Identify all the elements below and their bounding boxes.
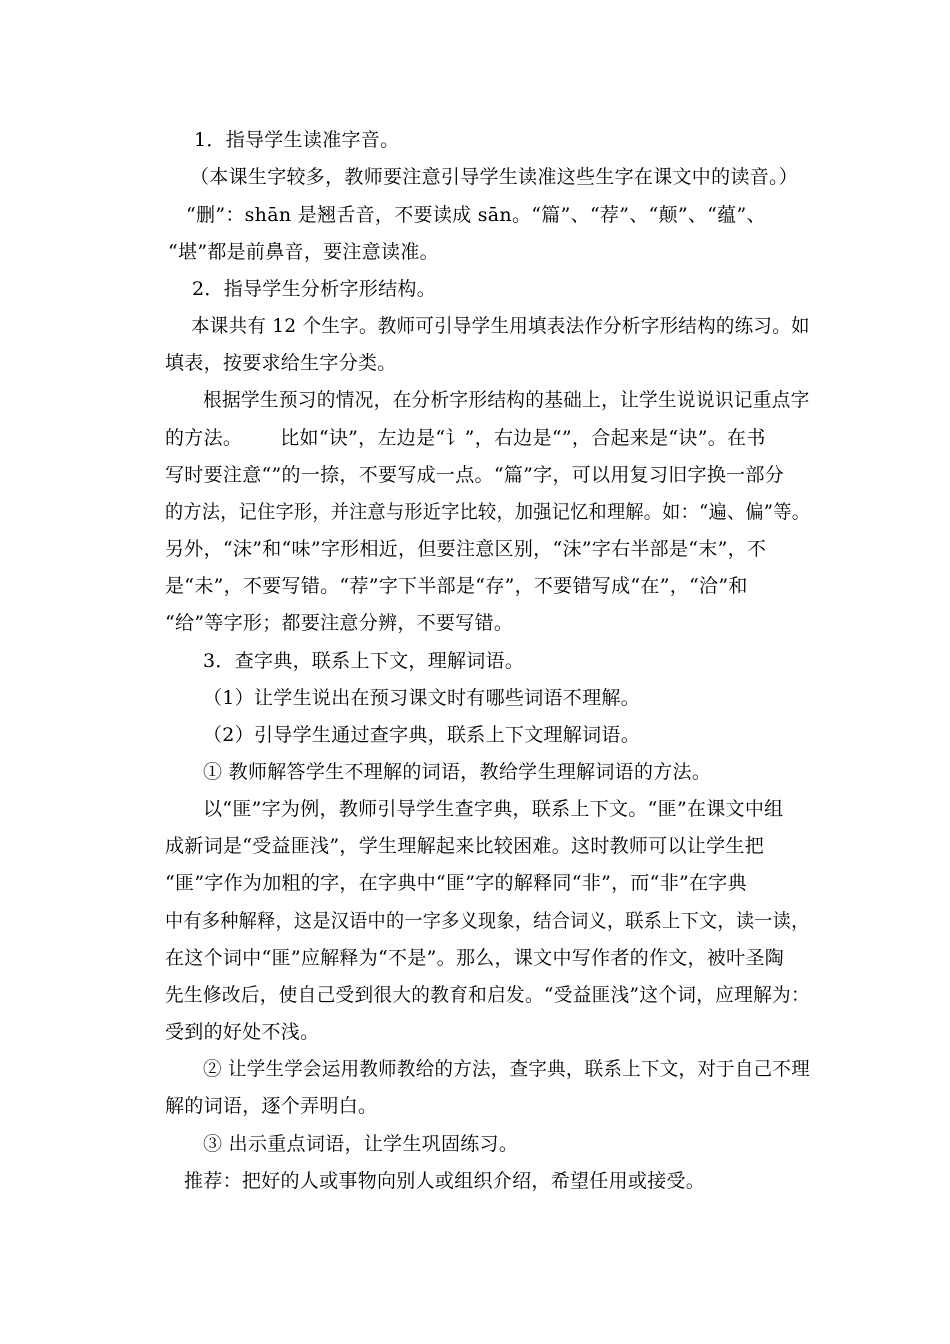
text-line: ③ 出示重点词语，让学生巩固练习。 (203, 1133, 519, 1155)
text-line: 解的词语，逐个弄明白。 (165, 1095, 378, 1117)
text-line: （1）让学生说出在预习课文时有哪些词语不理解。 (203, 687, 640, 709)
text-line: 以“匪”字为例，教师引导学生查字典，联系上下文。“匪”在课文中组 (203, 798, 784, 820)
text-line: “堪”都是前鼻音，要注意读准。 (168, 241, 439, 263)
text-line: 3．查字典，联系上下文，理解词语。 (203, 650, 525, 672)
text-line: ② 让学生学会运用教师教给的方法，查字典，联系上下文，对于自己不理 (203, 1058, 810, 1080)
text-line: 在这个词中“匪”应解释为“不是”。那么，课文中写作者的作文，被叶圣陶 (165, 947, 785, 969)
text-line: 成新词是“受益匪浅”，学生理解起来比较困难。这时教师可以让学生把 (165, 835, 765, 857)
text-line: 本课共有 12 个生字。教师可引导学生用填表法作分析字形结构的练习。如 (191, 315, 810, 337)
text-line: 1．指导学生读准字音。 (194, 129, 400, 151)
text-line: ① 教师解答学生不理解的词语，教给学生理解词语的方法。 (203, 761, 712, 783)
text-line: 2．指导学生分析字形结构。 (192, 278, 436, 300)
text-line: 中有多种解释，这是汉语中的一字多义现象，结合词义，联系上下文，读一读， (165, 910, 810, 932)
text-line: 根据学生预习的情况，在分析字形结构的基础上，让学生说说识记重点字 (203, 389, 810, 411)
text-line: 推荐：把好的人或事物向别人或组织介绍，希望任用或接受。 (184, 1170, 706, 1192)
text-line: 填表，按要求给生字分类。 (165, 352, 397, 374)
text-line: 的方法。 比如“诀”，左边是“讠”，右边是“”，合起来是“诀”。在书 (165, 427, 766, 449)
text-line: （本课生字较多，教师要注意引导学生读准这些生字在课文中的读音。） (190, 166, 799, 188)
text-line: 另外，“沫”和“味”字形相近，但要注意区别，“沫”字右半部是“末”，不 (165, 538, 767, 560)
text-line: “给”等字形；都要注意分辨，不要写错。 (165, 612, 514, 634)
text-line: 是“未”，不要写错。“荐”字下半部是“存”，不要错写成“在”，“洽”和 (165, 575, 748, 597)
text-line: “匪”字作为加粗的字，在字典中“匪”字的解释同“非”，而“非”在字典 (165, 872, 747, 894)
text-line: 的方法，记住字形，并注意与形近字比较，加强记忆和理解。如：“遍、偏”等。 (165, 501, 811, 523)
text-line: “删”：shān 是翘舌音，不要读成 sān。“篇”、“荐”、“颠”、“蕴”、 (186, 204, 766, 226)
text-line: 写时要注意“”的一捺，不要写成一点。“篇”字，可以用复习旧字换一部分 (165, 464, 785, 486)
text-line: 受到的好处不浅。 (165, 1021, 320, 1043)
text-line: （2）引导学生通过查字典，联系上下文理解词语。 (203, 724, 640, 746)
text-line: 先生修改后，使自己受到很大的教育和启发。“受益匪浅”这个词，应理解为： (165, 984, 810, 1006)
